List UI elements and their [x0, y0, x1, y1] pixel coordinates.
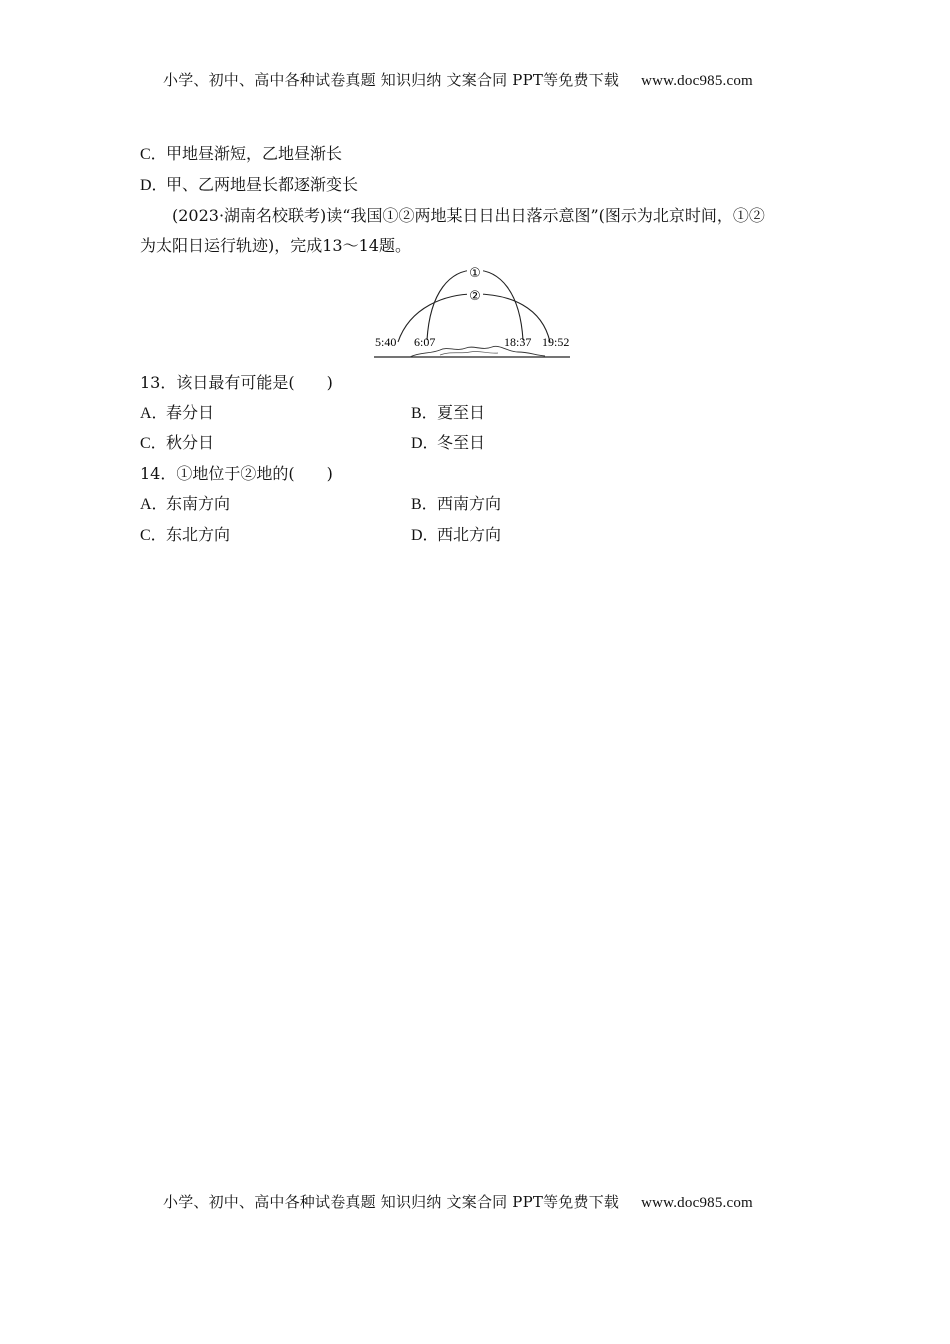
prev-option-c [140, 144, 342, 165]
q13-stem: 13．该日最有可能是( ) [140, 373, 333, 392]
q13-option-b [411, 403, 485, 424]
q14-option-a [140, 494, 230, 515]
time-label-sunrise-2: 5:40 [375, 335, 397, 349]
q14-option-d [411, 525, 501, 546]
header-url[interactable]: www.doc985.com [641, 73, 753, 89]
sunrise-sunset-diagram [370, 262, 580, 362]
q13-option-d [411, 433, 485, 454]
option-text: 春分日 [166, 403, 215, 422]
option-label: A． [140, 496, 168, 513]
intro-line-1: (2023·湖南名校联考)读“我国①②两地某日日出日落示意图”(图示为北京时间，①② [172, 206, 765, 225]
arc-label-2: ② [469, 289, 481, 304]
option-text: 甲地昼渐短，乙地昼渐长 [166, 144, 343, 163]
time-label-sunset-1: 18:37 [504, 335, 532, 349]
hills-shade [440, 351, 498, 355]
q13-option-c [140, 433, 214, 454]
option-text: 夏至日 [437, 403, 486, 422]
footer-text: 小学、初中、高中各种试卷真题 知识归纳 文案合同 PPT等免费下载 [163, 1193, 620, 1211]
option-text: 西南方向 [437, 494, 502, 513]
option-label: C． [140, 435, 167, 452]
header-text: 小学、初中、高中各种试卷真题 知识归纳 文案合同 PPT等免费下载 [163, 71, 620, 89]
time-label-sunrise-1: 6:07 [414, 335, 436, 349]
option-label: B． [411, 405, 438, 422]
q13-option-a [140, 403, 214, 424]
option-label: C． [140, 146, 167, 163]
option-label: D． [140, 177, 168, 194]
intro-line-2: 为太阳日运行轨迹)，完成13～14题。 [140, 236, 411, 255]
option-text: 东南方向 [166, 494, 231, 513]
option-label: D． [411, 527, 439, 544]
option-text: 东北方向 [166, 525, 231, 544]
option-text: 甲、乙两地昼长都逐渐变长 [166, 175, 359, 194]
arc-label-1: ① [469, 266, 481, 281]
q14-option-b [411, 494, 501, 515]
option-text: 西北方向 [437, 525, 502, 544]
option-label: D． [411, 435, 439, 452]
q14-stem: 14．①地位于②地的( ) [140, 464, 333, 483]
footer-url[interactable]: www.doc985.com [641, 1195, 753, 1211]
option-label: C． [140, 527, 167, 544]
option-label: A． [140, 405, 168, 422]
q14-option-c [140, 525, 230, 546]
option-text: 冬至日 [437, 433, 486, 452]
time-label-sunset-2: 19:52 [542, 335, 570, 349]
option-label: B． [411, 496, 438, 513]
option-text: 秋分日 [166, 433, 215, 452]
page-footer [163, 1191, 753, 1212]
page-header [163, 69, 753, 90]
prev-option-d [140, 175, 358, 196]
